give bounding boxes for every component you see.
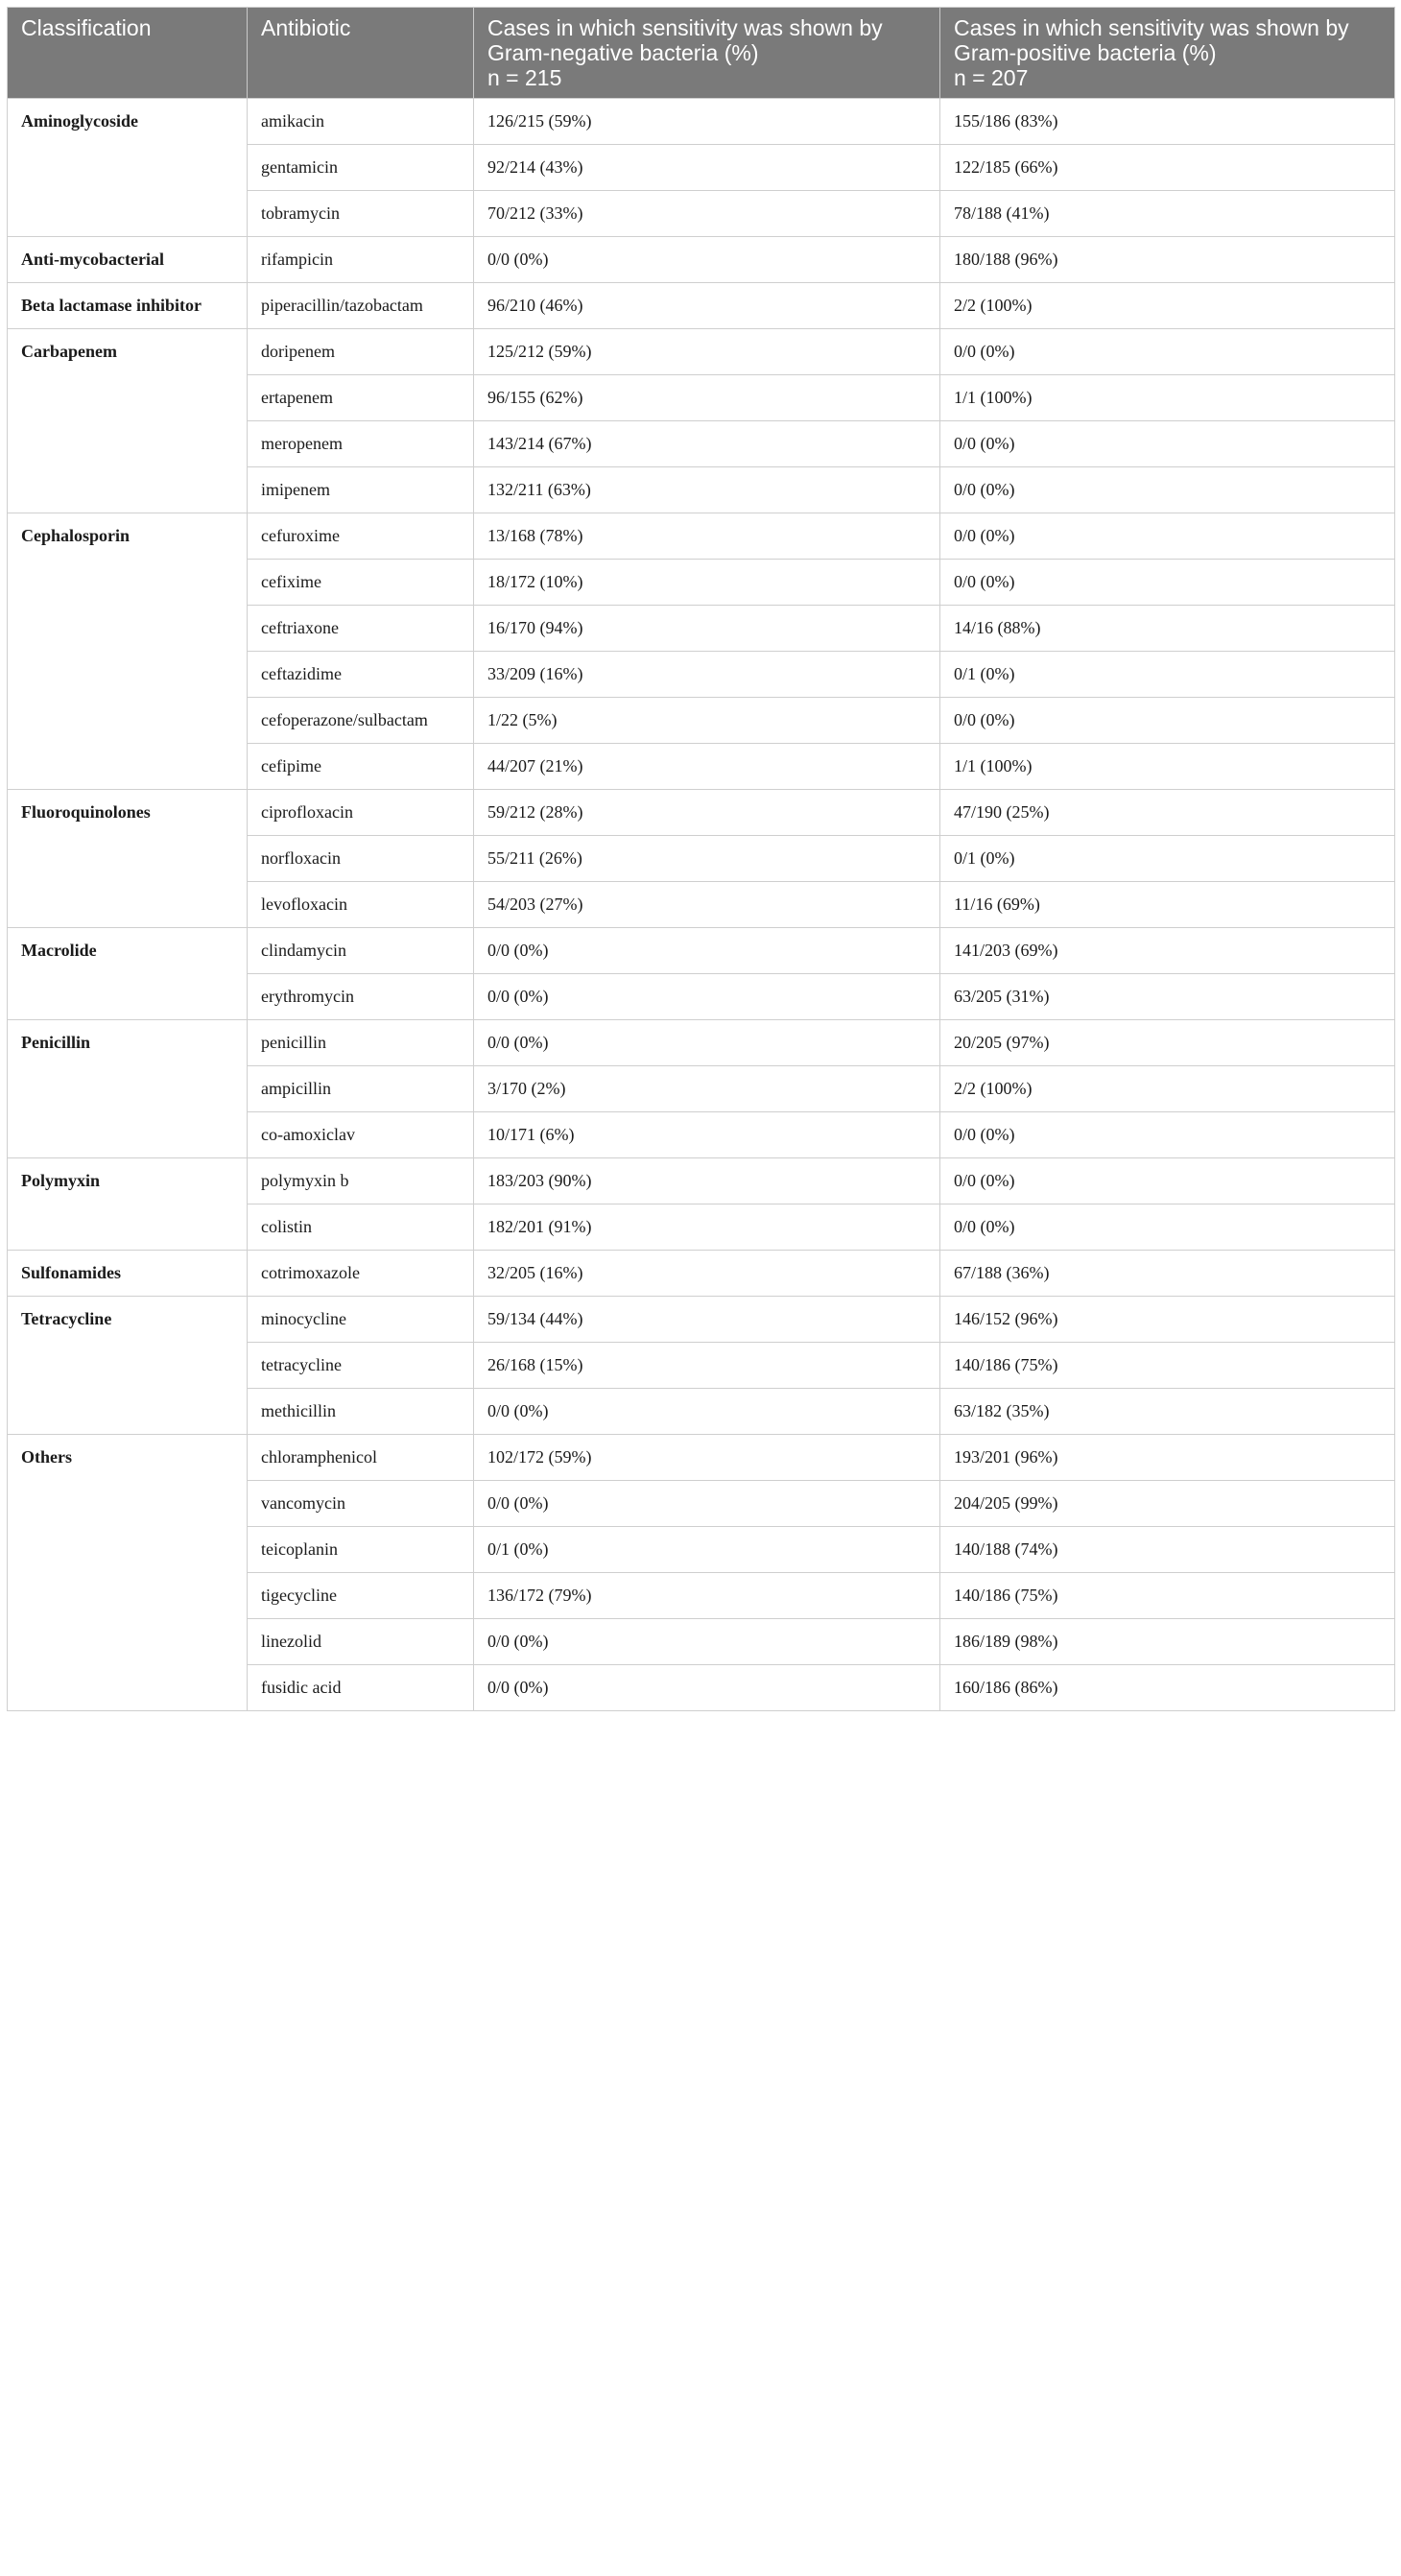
antibiotic-cell: polymyxin b bbox=[248, 1158, 474, 1205]
table-row bbox=[8, 1435, 1395, 1481]
gram-positive-cell: 141/203 (69%) bbox=[940, 928, 1395, 974]
classification-cell: Aminoglycoside bbox=[8, 99, 248, 237]
antibiotic-cell: cefuroxime bbox=[248, 513, 474, 560]
header-gram-positive-count: n = 207 bbox=[954, 65, 1029, 90]
antibiotic-cell: fusidic acid bbox=[248, 1665, 474, 1711]
gram-negative-cell: 16/170 (94%) bbox=[474, 606, 940, 652]
gram-positive-cell: 1/1 (100%) bbox=[940, 744, 1395, 790]
gram-negative-cell: 0/0 (0%) bbox=[474, 1389, 940, 1435]
antibiotic-cell: cefoperazone/sulbactam bbox=[248, 698, 474, 744]
gram-negative-cell: 13/168 (78%) bbox=[474, 513, 940, 560]
gram-negative-cell: 182/201 (91%) bbox=[474, 1205, 940, 1251]
header-gram-negative bbox=[474, 8, 940, 99]
gram-negative-cell: 55/211 (26%) bbox=[474, 836, 940, 882]
classification-cell: Anti-mycobacterial bbox=[8, 237, 248, 283]
gram-negative-cell: 3/170 (2%) bbox=[474, 1066, 940, 1112]
antibiotic-cell: tobramycin bbox=[248, 191, 474, 237]
gram-negative-cell: 183/203 (90%) bbox=[474, 1158, 940, 1205]
antibiotic-cell: clindamycin bbox=[248, 928, 474, 974]
antibiotic-cell: cefixime bbox=[248, 560, 474, 606]
table-row bbox=[8, 928, 1395, 974]
gram-positive-cell: 14/16 (88%) bbox=[940, 606, 1395, 652]
gram-positive-cell: 146/152 (96%) bbox=[940, 1297, 1395, 1343]
antibiotic-cell: tetracycline bbox=[248, 1343, 474, 1389]
table-row bbox=[8, 790, 1395, 836]
table-row bbox=[8, 329, 1395, 375]
gram-positive-cell: 180/188 (96%) bbox=[940, 237, 1395, 283]
gram-positive-cell: 0/0 (0%) bbox=[940, 1158, 1395, 1205]
gram-negative-cell: 18/172 (10%) bbox=[474, 560, 940, 606]
gram-negative-cell: 32/205 (16%) bbox=[474, 1251, 940, 1297]
classification-cell: Cephalosporin bbox=[8, 513, 248, 790]
gram-negative-cell: 125/212 (59%) bbox=[474, 329, 940, 375]
gram-negative-cell: 10/171 (6%) bbox=[474, 1112, 940, 1158]
gram-positive-cell: 78/188 (41%) bbox=[940, 191, 1395, 237]
gram-negative-cell: 59/212 (28%) bbox=[474, 790, 940, 836]
gram-negative-cell: 0/1 (0%) bbox=[474, 1527, 940, 1573]
gram-negative-cell: 126/215 (59%) bbox=[474, 99, 940, 145]
table-body bbox=[8, 99, 1395, 1711]
antibiotic-cell: linezolid bbox=[248, 1619, 474, 1665]
gram-negative-cell: 136/172 (79%) bbox=[474, 1573, 940, 1619]
gram-positive-cell: 155/186 (83%) bbox=[940, 99, 1395, 145]
gram-positive-cell: 0/0 (0%) bbox=[940, 467, 1395, 513]
gram-negative-cell: 44/207 (21%) bbox=[474, 744, 940, 790]
table-row bbox=[8, 237, 1395, 283]
gram-positive-cell: 11/16 (69%) bbox=[940, 882, 1395, 928]
gram-positive-cell: 0/0 (0%) bbox=[940, 698, 1395, 744]
gram-negative-cell: 1/22 (5%) bbox=[474, 698, 940, 744]
gram-positive-cell: 140/186 (75%) bbox=[940, 1343, 1395, 1389]
classification-cell: Beta lactamase inhibitor bbox=[8, 283, 248, 329]
header-gram-positive-line-2: Gram-positive bacteria (%) bbox=[954, 40, 1217, 65]
gram-positive-cell: 140/188 (74%) bbox=[940, 1527, 1395, 1573]
antibiotic-cell: levofloxacin bbox=[248, 882, 474, 928]
header-antibiotic: Antibiotic bbox=[248, 8, 474, 99]
gram-positive-cell: 186/189 (98%) bbox=[940, 1619, 1395, 1665]
antibiotic-cell: ceftazidime bbox=[248, 652, 474, 698]
gram-positive-cell: 0/1 (0%) bbox=[940, 836, 1395, 882]
classification-cell: Tetracycline bbox=[8, 1297, 248, 1435]
gram-positive-cell: 0/0 (0%) bbox=[940, 1112, 1395, 1158]
gram-negative-cell: 0/0 (0%) bbox=[474, 1020, 940, 1066]
antibiotic-sensitivity-table bbox=[7, 7, 1395, 1711]
antibiotic-cell: cotrimoxazole bbox=[248, 1251, 474, 1297]
gram-positive-cell: 0/0 (0%) bbox=[940, 421, 1395, 467]
header-gram-negative-line-1: Cases in which sensitivity was shown by bbox=[487, 15, 883, 40]
header-gram-positive bbox=[940, 8, 1395, 99]
gram-negative-cell: 59/134 (44%) bbox=[474, 1297, 940, 1343]
antibiotic-cell: teicoplanin bbox=[248, 1527, 474, 1573]
antibiotic-cell: colistin bbox=[248, 1205, 474, 1251]
gram-positive-cell: 20/205 (97%) bbox=[940, 1020, 1395, 1066]
gram-positive-cell: 122/185 (66%) bbox=[940, 145, 1395, 191]
gram-positive-cell: 1/1 (100%) bbox=[940, 375, 1395, 421]
header-gram-negative-count: n = 215 bbox=[487, 65, 562, 90]
gram-negative-cell: 0/0 (0%) bbox=[474, 1481, 940, 1527]
classification-cell: Penicillin bbox=[8, 1020, 248, 1158]
header-gram-negative-line-2: Gram-negative bacteria (%) bbox=[487, 40, 759, 65]
header-classification: Classification bbox=[8, 8, 248, 99]
table-row bbox=[8, 283, 1395, 329]
antibiotic-cell: meropenem bbox=[248, 421, 474, 467]
header-row bbox=[8, 8, 1395, 99]
antibiotic-cell: cefipime bbox=[248, 744, 474, 790]
gram-positive-cell: 63/205 (31%) bbox=[940, 974, 1395, 1020]
gram-negative-cell: 0/0 (0%) bbox=[474, 928, 940, 974]
gram-positive-cell: 0/0 (0%) bbox=[940, 513, 1395, 560]
gram-negative-cell: 0/0 (0%) bbox=[474, 974, 940, 1020]
gram-positive-cell: 140/186 (75%) bbox=[940, 1573, 1395, 1619]
classification-cell: Fluoroquinolones bbox=[8, 790, 248, 928]
gram-positive-cell: 193/201 (96%) bbox=[940, 1435, 1395, 1481]
table-row bbox=[8, 513, 1395, 560]
classification-cell: Carbapenem bbox=[8, 329, 248, 513]
classification-cell: Others bbox=[8, 1435, 248, 1711]
gram-negative-cell: 143/214 (67%) bbox=[474, 421, 940, 467]
classification-cell: Polymyxin bbox=[8, 1158, 248, 1251]
gram-positive-cell: 160/186 (86%) bbox=[940, 1665, 1395, 1711]
antibiotic-cell: ciprofloxacin bbox=[248, 790, 474, 836]
table-row bbox=[8, 1020, 1395, 1066]
gram-positive-cell: 0/0 (0%) bbox=[940, 1205, 1395, 1251]
gram-negative-cell: 96/155 (62%) bbox=[474, 375, 940, 421]
gram-positive-cell: 0/0 (0%) bbox=[940, 329, 1395, 375]
gram-negative-cell: 54/203 (27%) bbox=[474, 882, 940, 928]
antibiotic-cell: co-amoxiclav bbox=[248, 1112, 474, 1158]
table-row bbox=[8, 1158, 1395, 1205]
table-header bbox=[8, 8, 1395, 99]
antibiotic-cell: amikacin bbox=[248, 99, 474, 145]
antibiotic-cell: ceftriaxone bbox=[248, 606, 474, 652]
gram-positive-cell: 204/205 (99%) bbox=[940, 1481, 1395, 1527]
antibiotic-cell: erythromycin bbox=[248, 974, 474, 1020]
table-row bbox=[8, 99, 1395, 145]
antibiotic-cell: penicillin bbox=[248, 1020, 474, 1066]
classification-cell: Sulfonamides bbox=[8, 1251, 248, 1297]
antibiotic-cell: tigecycline bbox=[248, 1573, 474, 1619]
gram-negative-cell: 26/168 (15%) bbox=[474, 1343, 940, 1389]
antibiotic-cell: gentamicin bbox=[248, 145, 474, 191]
gram-positive-cell: 47/190 (25%) bbox=[940, 790, 1395, 836]
gram-positive-cell: 2/2 (100%) bbox=[940, 283, 1395, 329]
header-gram-positive-line-1: Cases in which sensitivity was shown by bbox=[954, 15, 1349, 40]
gram-negative-cell: 92/214 (43%) bbox=[474, 145, 940, 191]
gram-positive-cell: 0/0 (0%) bbox=[940, 560, 1395, 606]
table-row bbox=[8, 1251, 1395, 1297]
gram-negative-cell: 70/212 (33%) bbox=[474, 191, 940, 237]
gram-positive-cell: 2/2 (100%) bbox=[940, 1066, 1395, 1112]
gram-positive-cell: 67/188 (36%) bbox=[940, 1251, 1395, 1297]
gram-negative-cell: 132/211 (63%) bbox=[474, 467, 940, 513]
gram-positive-cell: 63/182 (35%) bbox=[940, 1389, 1395, 1435]
antibiotic-cell: norfloxacin bbox=[248, 836, 474, 882]
gram-negative-cell: 0/0 (0%) bbox=[474, 1665, 940, 1711]
antibiotic-cell: ampicillin bbox=[248, 1066, 474, 1112]
antibiotic-cell: ertapenem bbox=[248, 375, 474, 421]
gram-negative-cell: 96/210 (46%) bbox=[474, 283, 940, 329]
table-row bbox=[8, 1297, 1395, 1343]
gram-negative-cell: 0/0 (0%) bbox=[474, 237, 940, 283]
antibiotic-cell: chloramphenicol bbox=[248, 1435, 474, 1481]
gram-negative-cell: 33/209 (16%) bbox=[474, 652, 940, 698]
classification-cell: Macrolide bbox=[8, 928, 248, 1020]
antibiotic-cell: vancomycin bbox=[248, 1481, 474, 1527]
antibiotic-cell: imipenem bbox=[248, 467, 474, 513]
gram-negative-cell: 0/0 (0%) bbox=[474, 1619, 940, 1665]
antibiotic-cell: minocycline bbox=[248, 1297, 474, 1343]
antibiotic-cell: piperacillin/tazobactam bbox=[248, 283, 474, 329]
gram-negative-cell: 102/172 (59%) bbox=[474, 1435, 940, 1481]
antibiotic-cell: doripenem bbox=[248, 329, 474, 375]
gram-positive-cell: 0/1 (0%) bbox=[940, 652, 1395, 698]
antibiotic-cell: rifampicin bbox=[248, 237, 474, 283]
antibiotic-cell: methicillin bbox=[248, 1389, 474, 1435]
